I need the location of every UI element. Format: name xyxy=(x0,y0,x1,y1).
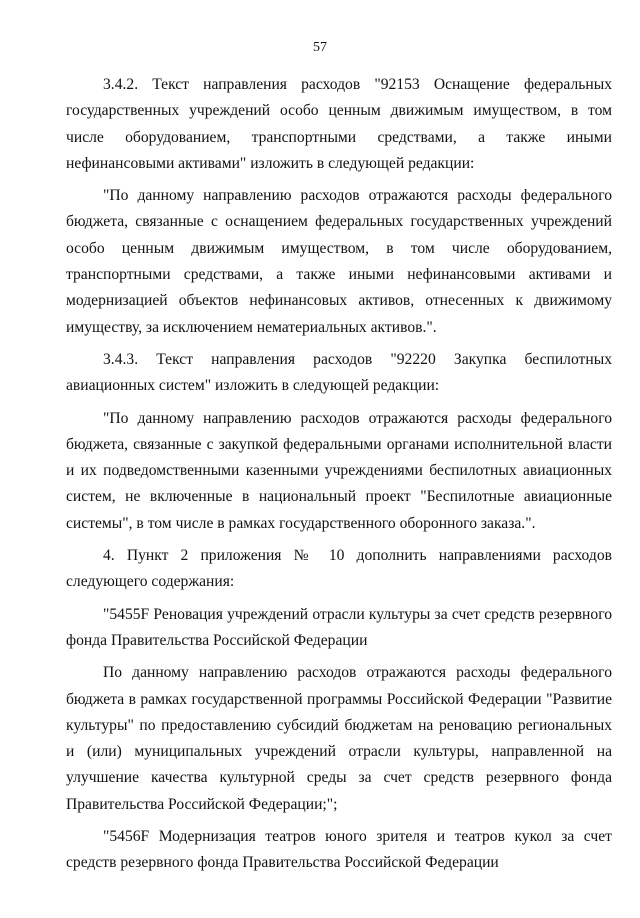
paragraph-5456f-title: "5456F Модернизация театров юного зрителя и театров кукол за счет средств резервного фонда Правительства Российской Федерации xyxy=(66,828,612,872)
paragraph-5455f-text: По данному направлению расходов отражаются расходы федерального бюджета в рамках государственной программы Российской Федерации "Развитие культуры" по предоставлению субсидий бюджетам на реновацию региональных и (или) муниципальных учреждений отрасли культуры, направленной на улучшение качества культурной среды за счет средств резервного фонда Правительства Российской Федерации;"; xyxy=(66,664,612,813)
paragraph-3-4-3: 3.4.3. Текст направления расходов "92220 Закупка беспилотных авиационных систем" изложить в следующей редакции: xyxy=(66,350,612,395)
paragraph-3-4-2: 3.4.2. Текст направления расходов "92153 Оснащение федеральных государственных учреждений особо ценным движимым имуществом, в том числе оборудованием, транспортными средствами, а также иными нефинансовыми активами" изложить в следующей редакции: xyxy=(66,76,612,172)
page-number: 57 xyxy=(313,40,327,55)
paragraph-5455f-title: "5455F Реновация учреждений отрасли культуры за счет средств резервного фонда Правительства Российской Федерации xyxy=(66,605,612,649)
paragraph-item-4: 4. Пункт 2 приложения № 10 дополнить направлениями расходов следующего содержания: xyxy=(66,547,612,591)
paragraph-3-4-3-text: "По данному направлению расходов отражаются расходы федерального бюджета, связанные с закупкой федеральными органами исполнительной власти и их подведомственными казенными учреждениями беспилотных авиационных систем, не включенные в национальный проект "Беспилотные авиационные системы", в том числе в рамках государственного оборонного заказа.". xyxy=(66,409,612,532)
document-body xyxy=(66,72,612,877)
paragraph-3-4-2-text: "По данному направлению расходов отражаются расходы федерального бюджета, связанные с оснащением федеральных государственных учреждений особо ценным движимым имуществом, в том числе оборудованием, транспортными средствами, а также иными нефинансовыми активами и модернизацией объектов нефинансовых активов, отнесенных к движимому имуществу, за исключением нематериальных активов.". xyxy=(66,187,612,336)
